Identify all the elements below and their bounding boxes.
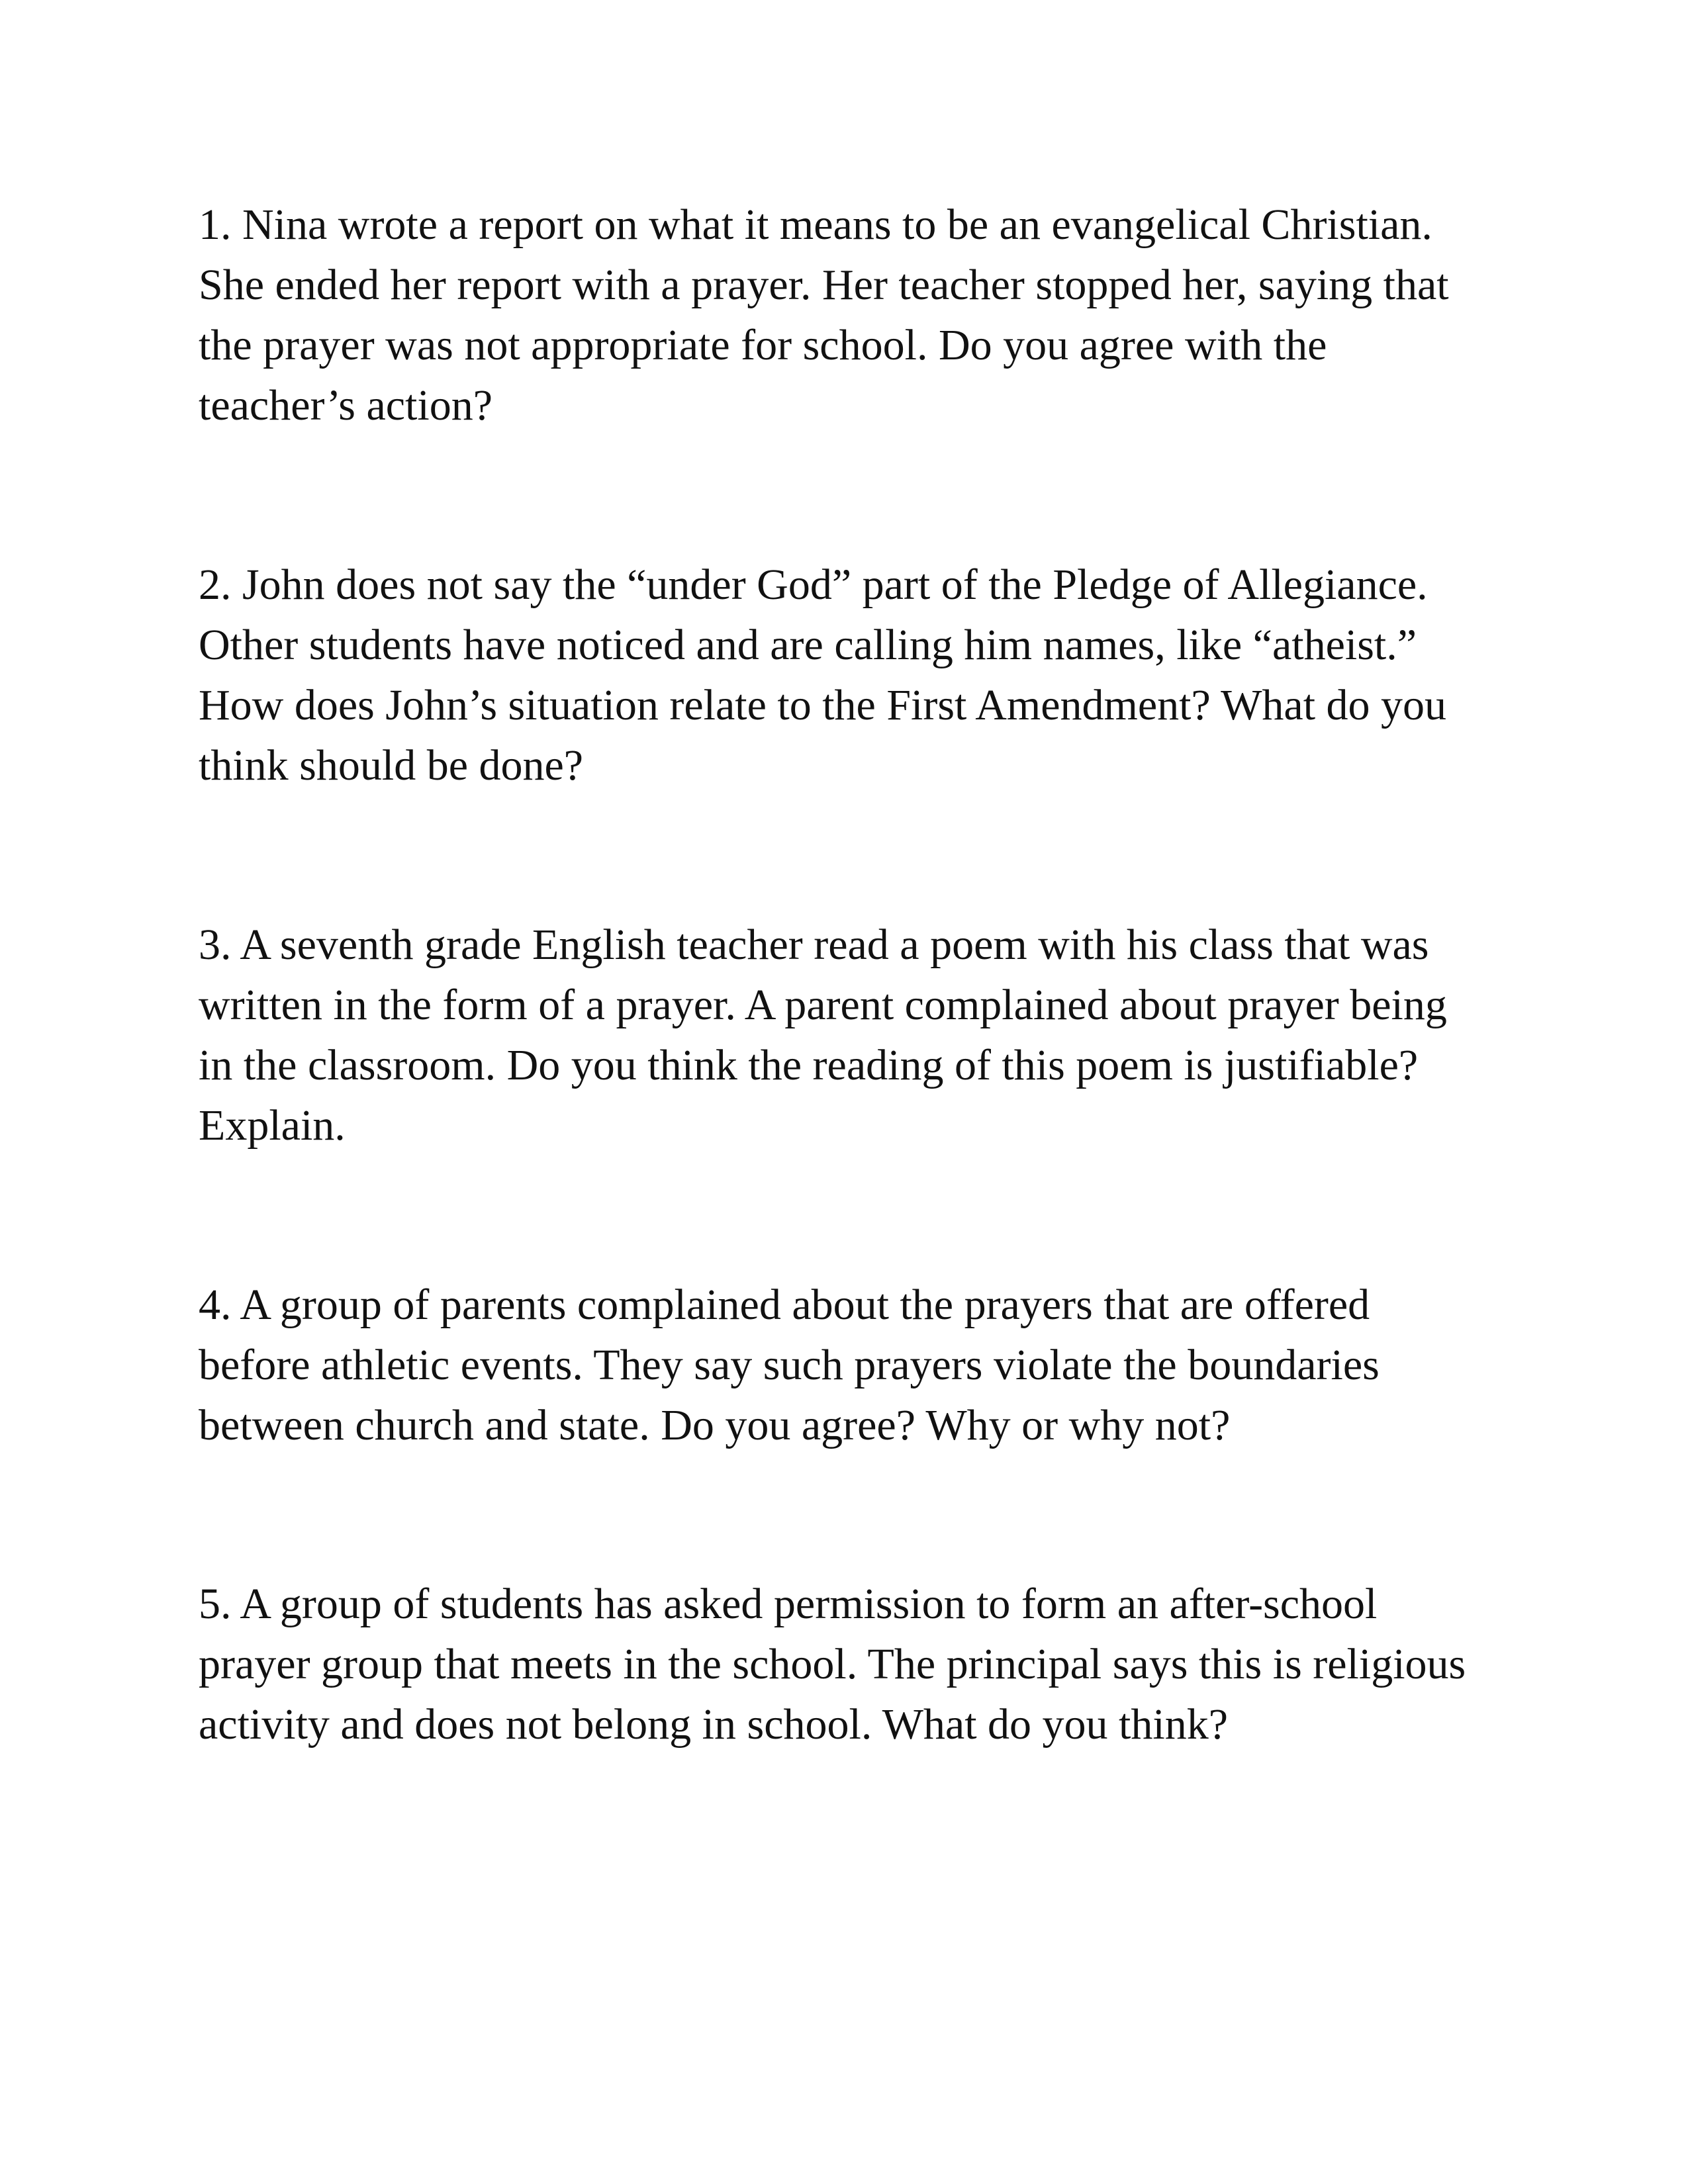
question-4-line: before athletic events. They say such prayers violate the boundaries <box>199 1341 1380 1389</box>
question-2-line: think should be done? <box>199 741 584 790</box>
question-2-line: Other students have noticed and are calling him names, like “atheist.” <box>199 621 1417 669</box>
question-5-line: 5. A group of students has asked permission to form an after-school <box>199 1580 1378 1628</box>
question-3-line: Explain. <box>199 1101 346 1150</box>
question-2 <box>199 555 1509 796</box>
question-1-line: She ended her report with a prayer. Her teacher stopped her, saying that <box>199 261 1449 309</box>
question-3-line: in the classroom. Do you think the reading of this poem is justifiable? <box>199 1041 1419 1089</box>
question-1-line: the prayer was not appropriate for school. Do you agree with the <box>199 321 1327 369</box>
question-1-line: 1. Nina wrote a report on what it means to be an evangelical Christian. <box>199 201 1432 249</box>
question-2-line: How does John’s situation relate to the First Amendment? What do you <box>199 681 1447 729</box>
question-3-line: 3. A seventh grade English teacher read a poem with his class that was <box>199 921 1429 969</box>
question-5-line: activity and does not belong in school. What do you think? <box>199 1700 1229 1749</box>
question-2-line: 2. John does not say the “under God” part of the Pledge of Allegiance. <box>199 561 1428 609</box>
question-4-line: between church and state. Do you agree? Why or why not? <box>199 1401 1231 1449</box>
question-4 <box>199 1275 1509 1455</box>
question-5-line: prayer group that meets in the school. The principal says this is religious <box>199 1640 1466 1688</box>
question-5 <box>199 1574 1509 1754</box>
question-3 <box>199 915 1509 1156</box>
question-4-line: 4. A group of parents complained about the prayers that are offered <box>199 1281 1370 1329</box>
question-1-line: teacher’s action? <box>199 381 493 430</box>
question-1 <box>199 195 1509 435</box>
question-3-line: written in the form of a prayer. A parent complained about prayer being <box>199 981 1447 1029</box>
